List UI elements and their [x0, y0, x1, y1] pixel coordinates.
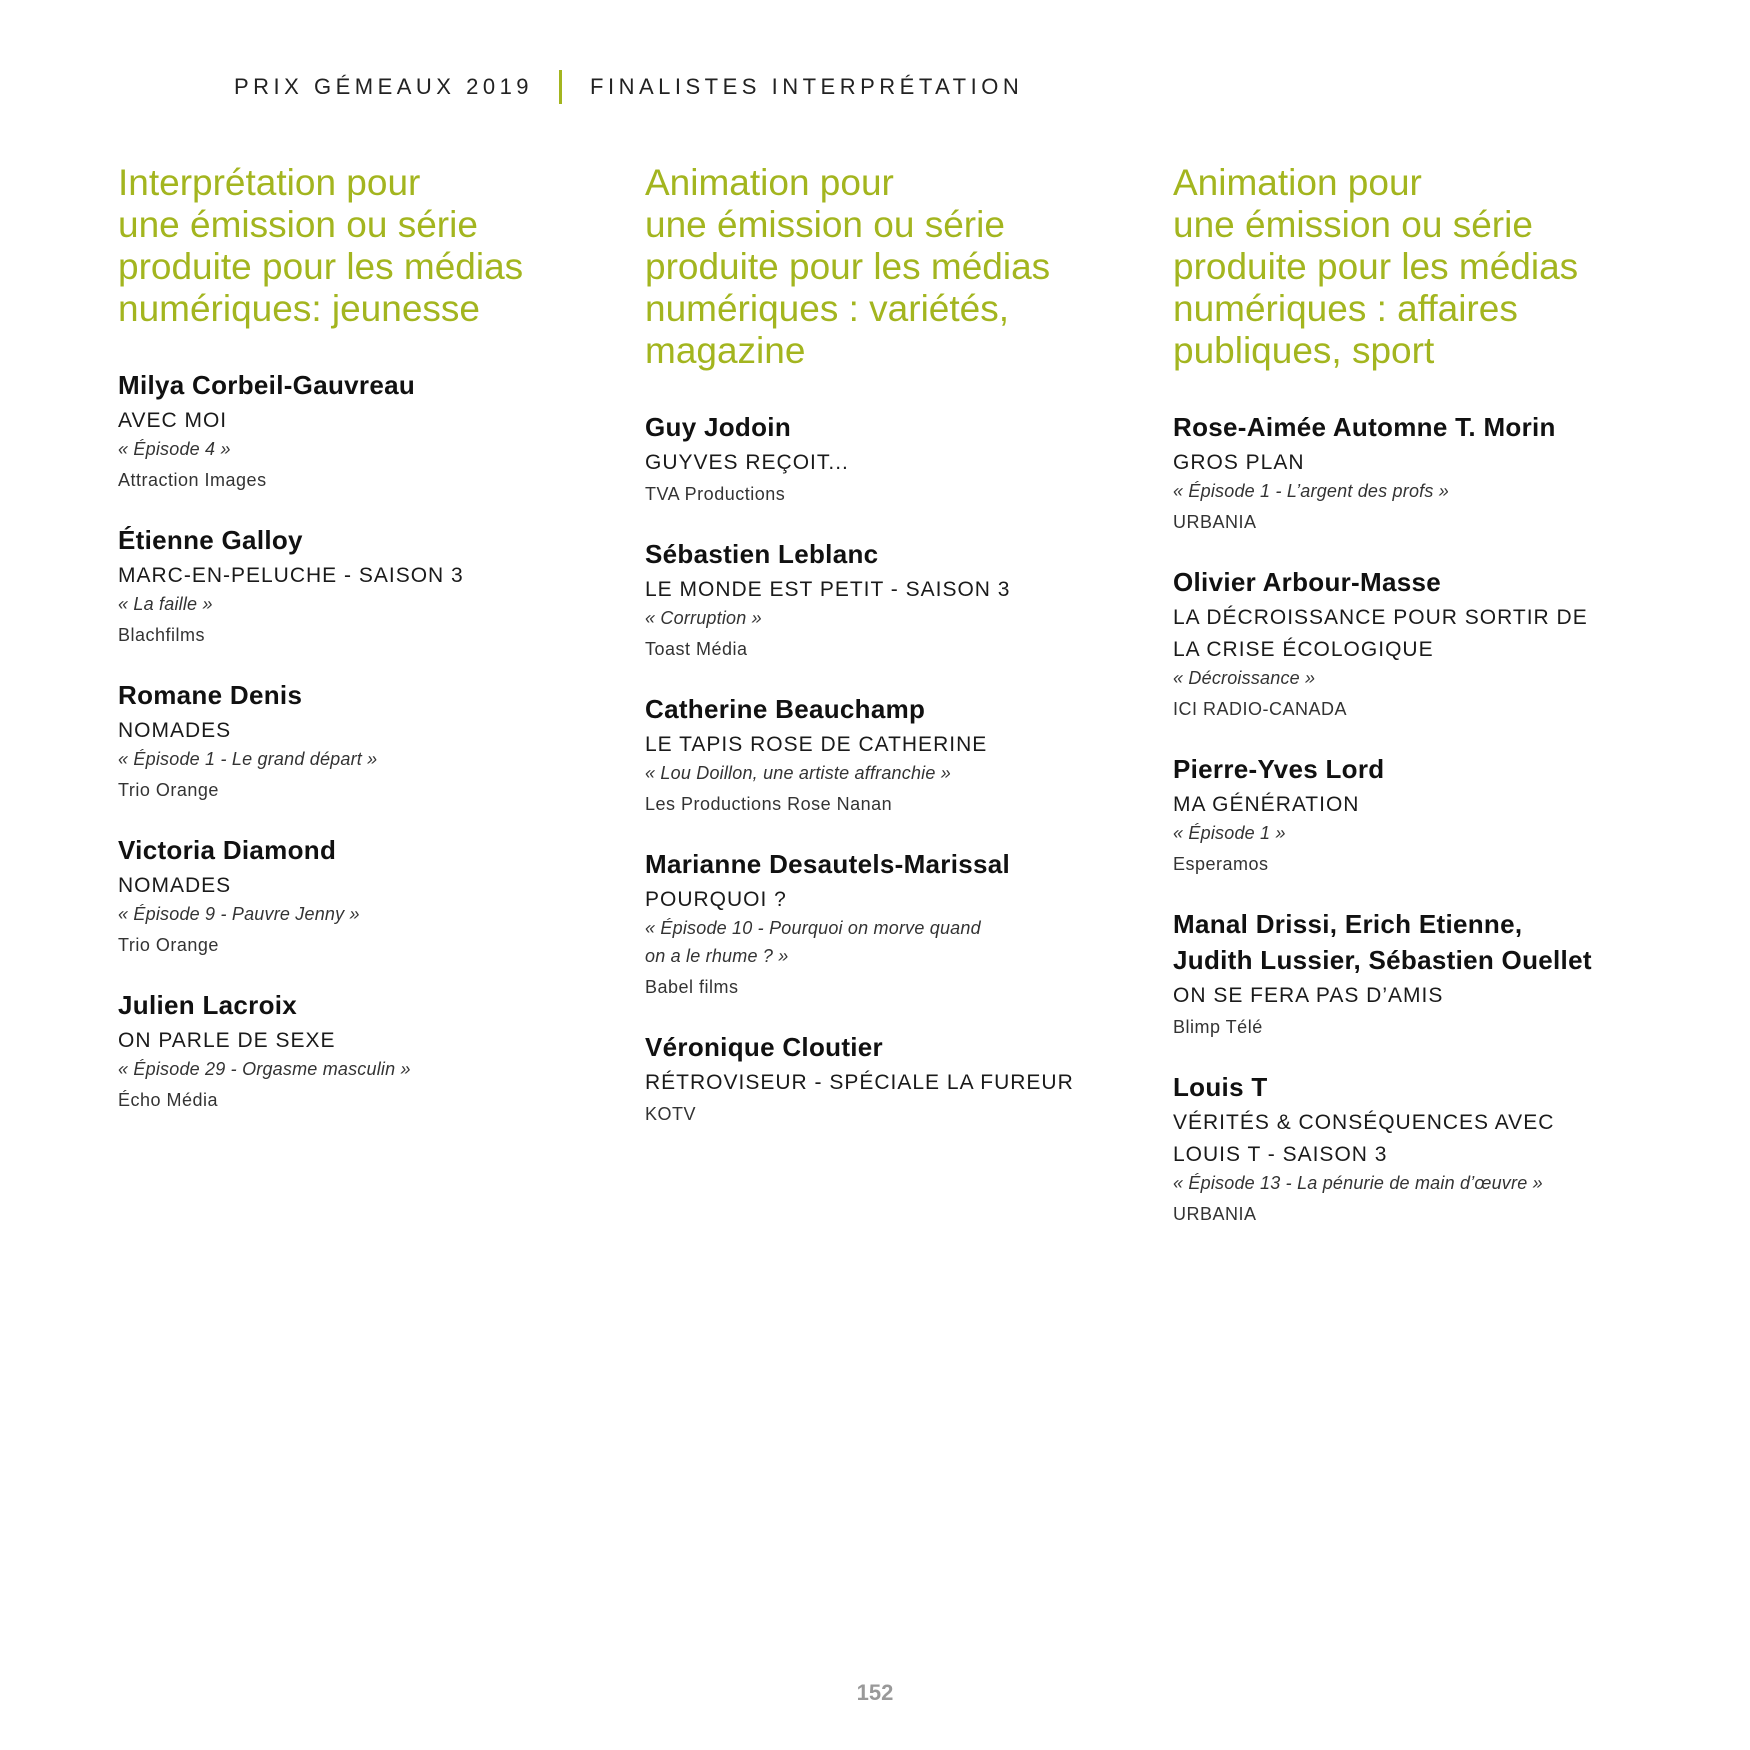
nominee-entry: [118, 987, 598, 1111]
category-title: [1173, 162, 1653, 372]
nominee-name: Olivier Arbour-Masse: [1173, 567, 1442, 597]
producer-name: Esperamos: [1173, 854, 1269, 874]
category-title-line: numériques : affaires: [1173, 288, 1518, 329]
episode-title: « Épisode 29 - Orgasme masculin »: [118, 1059, 411, 1079]
category-title-line: publiques, sport: [1173, 330, 1435, 371]
nominee-name: Guy Jodoin: [645, 412, 791, 442]
category-title-line: une émission ou série: [118, 204, 478, 245]
nominee-name: Victoria Diamond: [118, 835, 337, 865]
episode-title: « Décroissance »: [1173, 668, 1316, 688]
category-column: [118, 162, 598, 1142]
producer-name: Attraction Images: [118, 470, 267, 490]
nominee-name: Catherine Beauchamp: [645, 694, 926, 724]
nominee-entry: [645, 409, 1125, 505]
producer-name: TVA Productions: [645, 484, 786, 504]
category-title-line: magazine: [645, 330, 806, 371]
producer-name: Blachfilms: [118, 625, 206, 645]
producer-name: Trio Orange: [118, 935, 219, 955]
show-title: RÉTROVISEUR - SPÉCIALE LA FUREUR: [645, 1071, 1074, 1094]
show-title: AVEC MOI: [118, 409, 228, 432]
nominee-entry: [118, 832, 598, 956]
nominee-entry: [645, 691, 1125, 815]
producer-name: Blimp Télé: [1173, 1017, 1263, 1037]
episode-title: « Épisode 4 »: [118, 439, 231, 459]
show-title: LA DÉCROISSANCE POUR SORTIR DE: [1173, 606, 1588, 629]
nominee-name: Sébastien Leblanc: [645, 539, 879, 569]
producer-name: Les Productions Rose Nanan: [645, 794, 893, 814]
show-title: GUYVES REÇOIT...: [645, 451, 849, 474]
episode-title: « Épisode 1 - L’argent des profs »: [1173, 481, 1449, 501]
category-column: [1173, 162, 1653, 1256]
nominee-name: Judith Lussier, Sébastien Ouellet: [1173, 945, 1592, 975]
category-title-line: produite pour les médias: [118, 246, 524, 287]
nominee-entry: [645, 1029, 1125, 1125]
producer-name: URBANIA: [1173, 1204, 1257, 1224]
episode-title: « Corruption »: [645, 608, 762, 628]
nominee-entry: [1173, 1069, 1653, 1225]
show-title: NOMADES: [118, 719, 232, 742]
nominee-name: Manal Drissi, Erich Etienne,: [1173, 909, 1523, 939]
nominee-entry: [1173, 409, 1653, 533]
nominee-name: Véronique Cloutier: [645, 1032, 883, 1062]
page-number: 152: [856, 1680, 894, 1705]
nominee-entry: [118, 367, 598, 491]
category-column: [645, 162, 1125, 1156]
producer-name: Trio Orange: [118, 780, 219, 800]
show-title: MA GÉNÉRATION: [1173, 793, 1360, 816]
nominee-name: Étienne Galloy: [118, 525, 303, 555]
category-title-line: Interprétation pour: [118, 162, 421, 203]
nominee-entry: [645, 846, 1125, 998]
show-title: GROS PLAN: [1173, 451, 1305, 474]
page-header: [234, 70, 1023, 104]
category-title-line: produite pour les médias: [645, 246, 1051, 287]
episode-title: « Épisode 9 - Pauvre Jenny »: [118, 904, 360, 924]
nominee-name: Romane Denis: [118, 680, 303, 710]
header-left: PRIX GÉMEAUX 2019: [234, 74, 534, 99]
category-title: [118, 162, 598, 330]
episode-title: on a le rhume ? »: [645, 946, 789, 966]
category-title-line: numériques : variétés,: [645, 288, 1010, 329]
producer-name: KOTV: [645, 1104, 697, 1124]
show-title: ON PARLE DE SEXE: [118, 1029, 336, 1052]
nominee-name: Milya Corbeil-Gauvreau: [118, 370, 416, 400]
show-title: VÉRITÉS & CONSÉQUENCES AVEC: [1173, 1111, 1555, 1134]
nominee-entry: [1173, 751, 1653, 875]
show-title: LE TAPIS ROSE DE CATHERINE: [645, 733, 988, 756]
producer-name: Toast Média: [645, 639, 748, 659]
nominee-entry: [1173, 564, 1653, 720]
nominee-name: Rose-Aimée Automne T. Morin: [1173, 412, 1556, 442]
category-title: [645, 162, 1125, 372]
nominee-name: Pierre-Yves Lord: [1173, 754, 1385, 784]
category-title-line: produite pour les médias: [1173, 246, 1579, 287]
show-title: LOUIS T - SAISON 3: [1173, 1143, 1388, 1166]
nominee-name: Julien Lacroix: [118, 990, 298, 1020]
nominee-entry: [1173, 906, 1653, 1038]
show-title: POURQUOI ?: [645, 888, 787, 911]
show-title: ON SE FERA PAS D’AMIS: [1173, 984, 1444, 1007]
nominee-entry: [118, 522, 598, 646]
category-title-line: une émission ou série: [645, 204, 1005, 245]
episode-title: « Épisode 13 - La pénurie de main d’œuvre »: [1173, 1173, 1543, 1193]
producer-name: URBANIA: [1173, 512, 1257, 532]
producer-name: Babel films: [645, 977, 739, 997]
producer-name: Écho Média: [118, 1090, 219, 1110]
show-title: MARC-EN-PELUCHE - SAISON 3: [118, 564, 464, 587]
nominee-name: Louis T: [1173, 1072, 1268, 1102]
category-title-line: numériques: jeunesse: [118, 288, 480, 329]
header-separator: [559, 70, 562, 104]
nominee-entry: [645, 536, 1125, 660]
episode-title: « Lou Doillon, une artiste affranchie »: [645, 763, 951, 783]
producer-name: ICI RADIO-CANADA: [1173, 699, 1348, 719]
header-right: FINALISTES INTERPRÉTATION: [590, 74, 1024, 99]
category-title-line: Animation pour: [645, 162, 894, 203]
show-title: NOMADES: [118, 874, 232, 897]
nominee-entry: [118, 677, 598, 801]
category-title-line: Animation pour: [1173, 162, 1422, 203]
nominee-name: Marianne Desautels-Marissal: [645, 849, 1011, 879]
episode-title: « Épisode 10 - Pourquoi on morve quand: [645, 918, 981, 938]
episode-title: « La faille »: [118, 594, 213, 614]
episode-title: « Épisode 1 - Le grand départ »: [118, 749, 378, 769]
category-title-line: une émission ou série: [1173, 204, 1533, 245]
show-title: LE MONDE EST PETIT - SAISON 3: [645, 578, 1011, 601]
show-title: LA CRISE ÉCOLOGIQUE: [1173, 638, 1434, 661]
episode-title: « Épisode 1 »: [1173, 823, 1286, 843]
